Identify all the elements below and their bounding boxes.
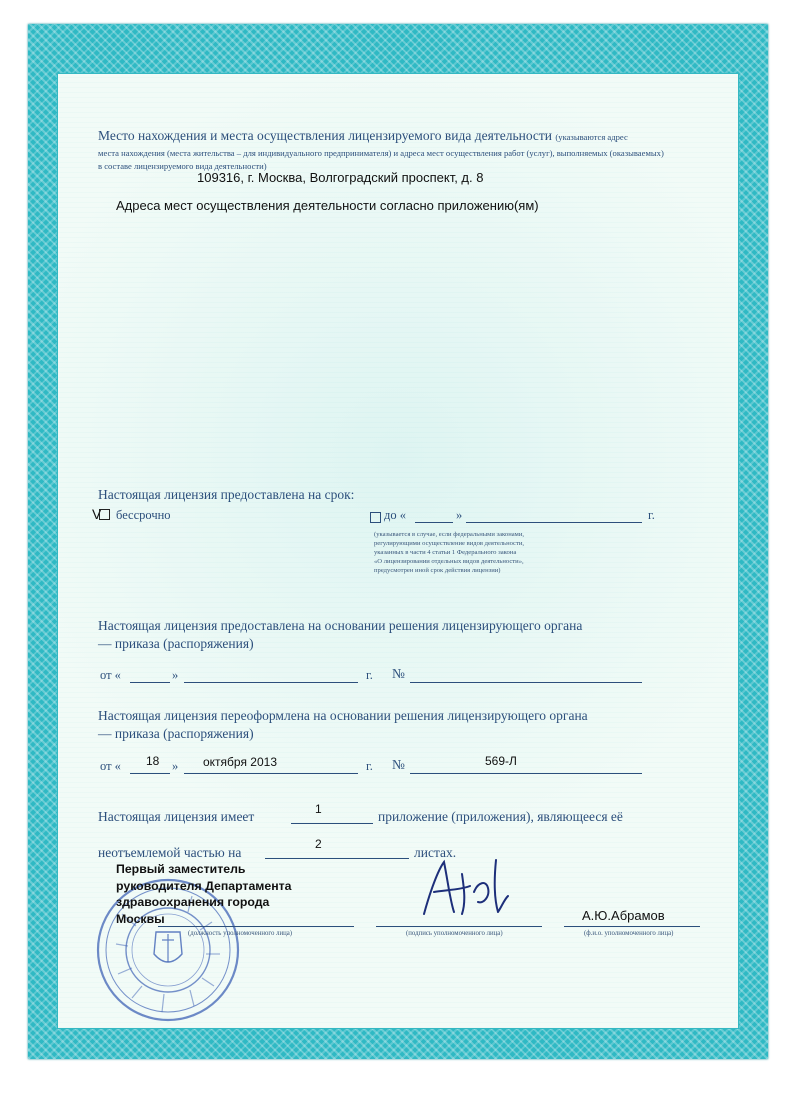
- basis-from-label: от «: [100, 668, 121, 682]
- position-line: [158, 926, 354, 927]
- term-heading: Настоящая лицензия предоставлена на срок:: [98, 487, 355, 502]
- handwritten-signature-icon: [404, 852, 514, 926]
- basis-year-label: г.: [366, 668, 373, 682]
- address-heading-main: Место нахождения и места осуществления лицензируемого вида деятельности: [98, 128, 553, 143]
- reissue-month-year: октября 2013: [203, 755, 277, 769]
- checkbox-box-icon: [99, 509, 110, 520]
- basis-close-quote: »: [172, 668, 179, 682]
- reissue-date-line: [184, 773, 358, 774]
- appendix-count-line: [291, 823, 373, 824]
- until-checkbox-icon: [370, 512, 381, 523]
- until-day-line: [415, 522, 453, 523]
- perpetual-checkbox: [92, 506, 110, 522]
- basis-number-label: №: [392, 666, 405, 681]
- address-heading: [98, 128, 628, 144]
- basis-date-line: [184, 682, 358, 683]
- until-date-line: [466, 522, 642, 523]
- reissue-day-line: [130, 773, 170, 774]
- address-heading-note: (указываются адрес: [555, 132, 628, 142]
- caption-position: (должность уполномоченного лица): [188, 930, 293, 937]
- caption-name: (ф.и.о. уполномоченного лица): [584, 930, 674, 937]
- reissue-number-line: [410, 773, 642, 774]
- appendix-suffix: приложение (приложения), являющееся её: [378, 809, 623, 824]
- basis-day-line: [130, 682, 170, 683]
- name-line: [564, 926, 700, 927]
- reissue-close-quote: »: [172, 759, 179, 773]
- basis-number-line: [410, 682, 642, 683]
- appendix-prefix: Настоящая лицензия имеет: [98, 809, 255, 824]
- appendix-pages-prefix: неотъемлемой частью на: [98, 845, 242, 860]
- appendix-count: 1: [315, 802, 322, 816]
- until-label: до «: [384, 508, 406, 522]
- signatory-name: А.Ю.Абрамов: [582, 908, 665, 923]
- reissue-line2: — приказа (распоряжения): [98, 726, 254, 741]
- basis-line2: — приказа (распоряжения): [98, 636, 254, 651]
- perpetual-label: бессрочно: [116, 508, 171, 522]
- term-note: (указывается в случае, если федеральными законами, регулирующими осуществление видов деятельности, указанных в части 4 статьи 1 Федерального закона «О лицензировании отдельных видов деятельности», предусмотрен иной срок действия лицензии): [374, 531, 525, 575]
- locations-value: Адреса мест осуществления деятельности согласно приложению(ям): [116, 198, 539, 213]
- address-heading-note-line3: в составе лицензируемого вида деятельности): [98, 161, 267, 171]
- address-value: 109316, г. Москва, Волгоградский проспект, д. 8: [197, 170, 484, 185]
- reissue-number: 569-Л: [485, 754, 517, 768]
- reissue-day: 18: [146, 754, 160, 768]
- reissue-number-label: №: [392, 757, 405, 772]
- reissue-line1: Настоящая лицензия переоформлена на основании решения лицензирующего органа: [98, 708, 588, 723]
- until-close-quote: »: [456, 508, 463, 522]
- basis-line1: Настоящая лицензия предоставлена на основании решения лицензирующего органа: [98, 618, 583, 633]
- signature-line: [376, 926, 542, 927]
- caption-sign: (подпись уполномоченного лица): [406, 930, 503, 937]
- check-mark-icon: V: [92, 506, 102, 522]
- appendix-pages-line: [265, 858, 409, 859]
- document-page: [58, 74, 738, 1028]
- license-document: [28, 24, 768, 1059]
- appendix-pages: 2: [315, 837, 322, 851]
- reissue-year-label: г.: [366, 759, 373, 773]
- reissue-from-label: от «: [100, 759, 121, 773]
- appendix-pages-suffix: листах.: [414, 845, 457, 860]
- signatory-position: Первый заместитель руководителя Департамента здравоохранения города Москвы: [116, 862, 292, 926]
- address-heading-note-line2: места нахождения (места жительства – для индивидуального предпринимателя) и адреса мест осуществления работ (услуг), выполняемых (оказываемых): [98, 148, 664, 158]
- until-year-suffix: г.: [648, 508, 655, 522]
